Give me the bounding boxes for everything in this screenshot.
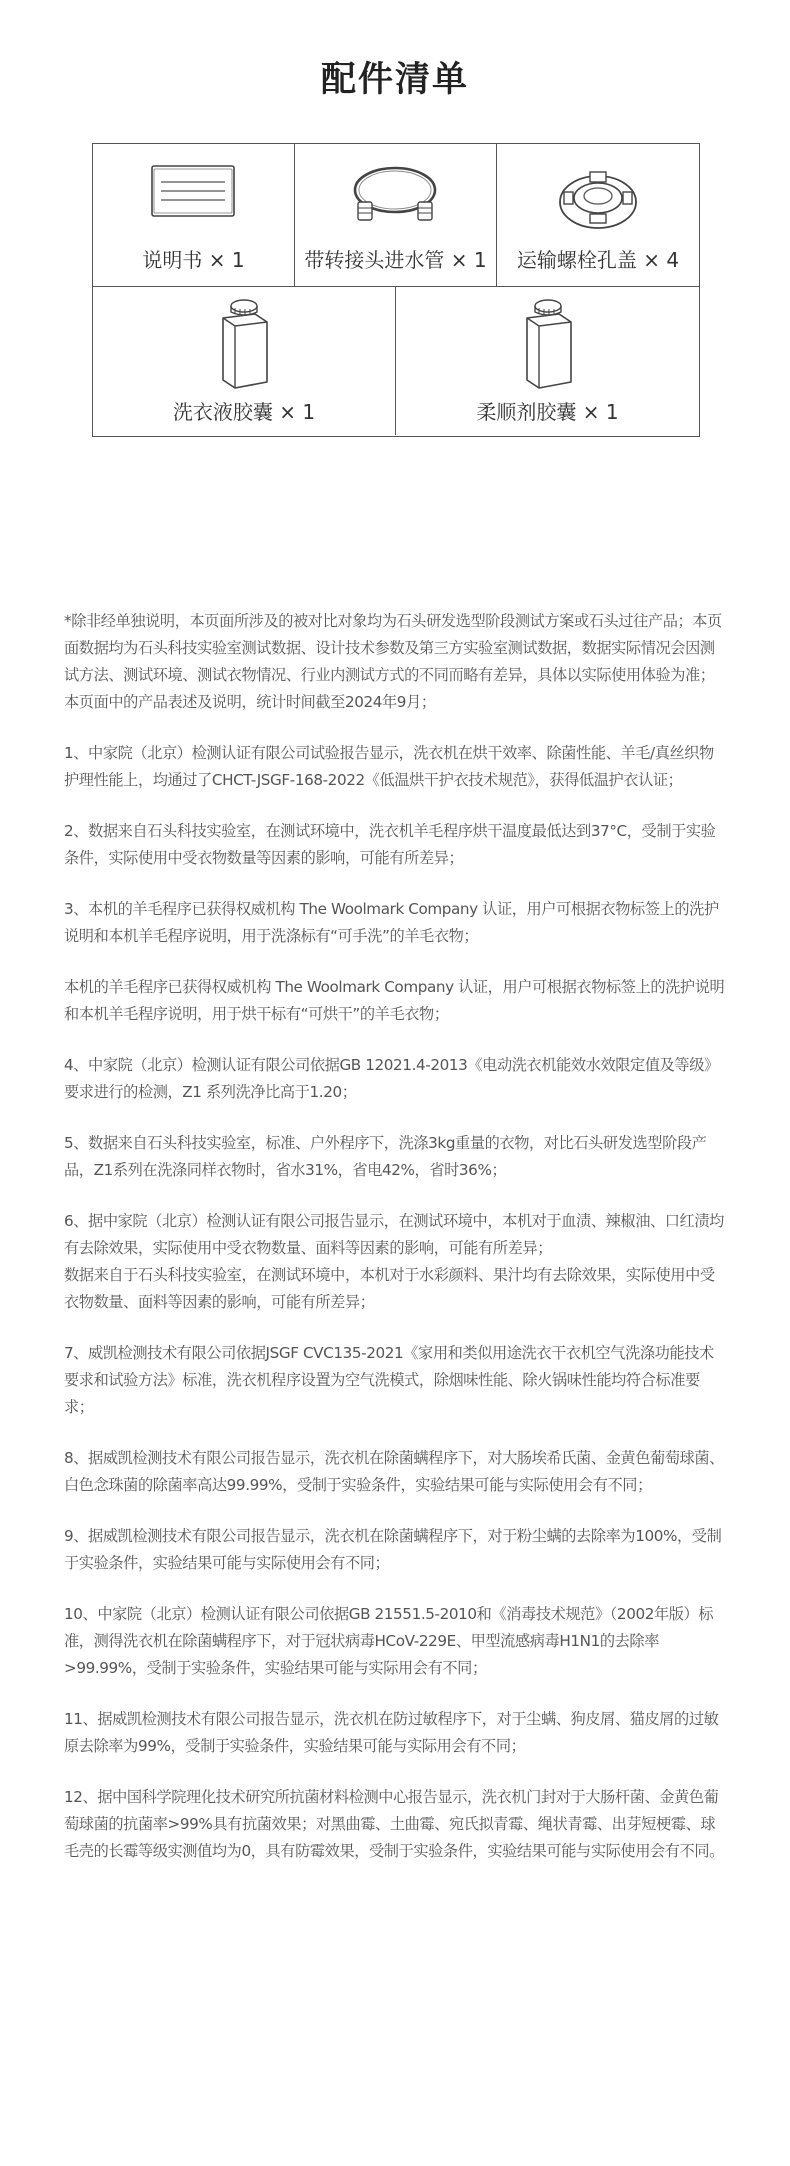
footnote-11: 11、据威凯检测技术有限公司报告显示，洗衣机在防过敏程序下，对于尘螨、狗皮屑、猫皮屑的过敏原去除率为99%，受制于实验条件，实验结果可能与实际用会有不同； bbox=[64, 1710, 719, 1755]
page-title: 配件清单 bbox=[320, 60, 469, 100]
footnote-7: 7、威凯检测技术有限公司依据JSGF CVC135-2021《家用和类似用途洗衣干衣机空气洗涤功能技术要求和试验方法》标准，洗衣机程序设置为空气洗模式，除烟味性能、除火锅味性能均符合标准要求； bbox=[64, 1344, 714, 1416]
accessory-cell-hose bbox=[295, 144, 497, 286]
manual-icon bbox=[147, 158, 239, 224]
accessory-cell-softener bbox=[396, 286, 699, 435]
accessory-label-bolt-cover: 运输螺栓孔盖 × 4 bbox=[516, 248, 680, 272]
accessories-row-1 bbox=[93, 144, 699, 287]
footnote-1: 1、中家院（北京）检测认证有限公司试验报告显示，洗衣机在烘干效率、除菌性能、羊毛/真丝织物护理性能上，均通过了CHCT-JSGF-168-2022《低温烘干护衣技术规范》，获得低温护衣认证； bbox=[64, 744, 714, 789]
footnote-6: 6、据中家院（北京）检测认证有限公司报告显示，在测试环境中，本机对于血渍、辣椒油、口红渍均有去除效果，实际使用中受衣物数量、面料等因素的影响，可能有所差异； bbox=[64, 1212, 724, 1257]
accessory-label-detergent: 洗衣液胶囊 × 1 bbox=[172, 400, 316, 424]
footnote-2: 2、数据来自石头科技实验室，在测试环境中，洗衣机羊毛程序烘干温度最低达到37°C，受制于实验条件，实际使用中受衣物数量等因素的影响，可能有所差异； bbox=[64, 822, 716, 867]
accessory-cell-detergent bbox=[93, 286, 396, 435]
footnote-10: 10、中家院（北京）检测认证有限公司依据GB 21551.5-2010和《消毒技术规范》（2002年版）标准，测得洗衣机在除菌螨程序下，对于冠状病毒HCoV-229E、甲型流感病毒H1N1的去除率>99.99%，受制于实验条件，实验结果可能与实际用会有不同； bbox=[64, 1605, 714, 1677]
footnote-9: 9、据威凯检测技术有限公司报告显示，洗衣机在除菌螨程序下，对于粉尘螨的去除率为100%，受制于实验条件，实验结果可能与实际使用会有不同； bbox=[64, 1527, 722, 1572]
accessory-label-softener: 柔顺剂胶囊 × 1 bbox=[476, 400, 619, 424]
footnote-4: 4、中家院（北京）检测认证有限公司依据GB 12021.4-2013《电动洗衣机能效水效限定值及等级》要求进行的检测，Z1 系列洗净比高于1.20； bbox=[64, 1056, 719, 1101]
bolt-cover-icon bbox=[552, 158, 644, 238]
accessory-cell-manual bbox=[93, 144, 295, 286]
accessory-label-manual: 说明书 × 1 bbox=[142, 248, 245, 272]
accessories-table bbox=[92, 143, 700, 437]
footnote-5: 5、数据来自石头科技实验室，标准、户外程序下，洗涤3kg重量的衣物，对比石头研发选型阶段产品，Z1系列在洗涤同样衣物时，省水31%，省电42%，省时36%； bbox=[64, 1134, 707, 1179]
footnotes bbox=[64, 608, 726, 1889]
footnote-12: 12、据中国科学院理化技术研究所抗菌材料检测中心报告显示，洗衣机门封对于大肠杆菌、金黄色葡萄球菌的抗菌率>99%具有抗菌效果；对黑曲霉、土曲霉、宛氏拟青霉、绳状青霉、出芽短梗霉、球毛壳的长霉等级实测值均为0，具有防霉效果，受制于实验条件，实验结果可能与实际使用会有不同。 bbox=[64, 1788, 724, 1860]
footnote-6-lab: 数据来自于石头科技实验室，在测试环境中，本机对于水彩颜料、果汁均有去除效果，实际使用中受衣物数量、面料等因素的影响，可能有所差异； bbox=[64, 1266, 715, 1311]
footnote-3: 3、本机的羊毛程序已获得权威机构 The Woolmark Company 认证，用户可根据衣物标签上的洗护说明和本机羊毛程序说明，用于洗涤标有“可手洗”的羊毛衣物； bbox=[64, 900, 719, 945]
footnote-8: 8、据威凯检测技术有限公司报告显示，洗衣机在除菌螨程序下，对大肠埃希氏菌、金黄色葡萄球菌、白色念珠菌的除菌率高达99.99%，受制于实验条件，实验结果可能与实际使用会有不同； bbox=[64, 1449, 724, 1494]
footnote-3-dry: 本机的羊毛程序已获得权威机构 The Woolmark Company 认证，用户可根据衣物标签上的洗护说明和本机羊毛程序说明，用于烘干标有“可烘干”的羊毛衣物； bbox=[64, 978, 725, 1023]
hose-icon bbox=[340, 158, 450, 238]
detergent-capsule-icon bbox=[209, 296, 279, 392]
accessories-row-2 bbox=[93, 286, 699, 435]
footnote-disclaimer: *除非经单独说明，本页面所涉及的被对比对象均为石头研发选型阶段测试方案或石头过往产品；本页面数据均为石头科技实验室测试数据、设计技术参数及第三方实验室测试数据，数据实际情况会因测试方法、测试环境、测试衣物情况、行业内测试方式的不同而略有差异，具体以实际使用体验为准；本页面中的产品表述及说明，统计时间截至2024年9月； bbox=[64, 612, 722, 711]
accessory-cell-bolt-cover bbox=[497, 144, 699, 286]
accessory-label-hose: 带转接头进水管 × 1 bbox=[304, 248, 487, 272]
softener-capsule-icon bbox=[513, 296, 583, 392]
